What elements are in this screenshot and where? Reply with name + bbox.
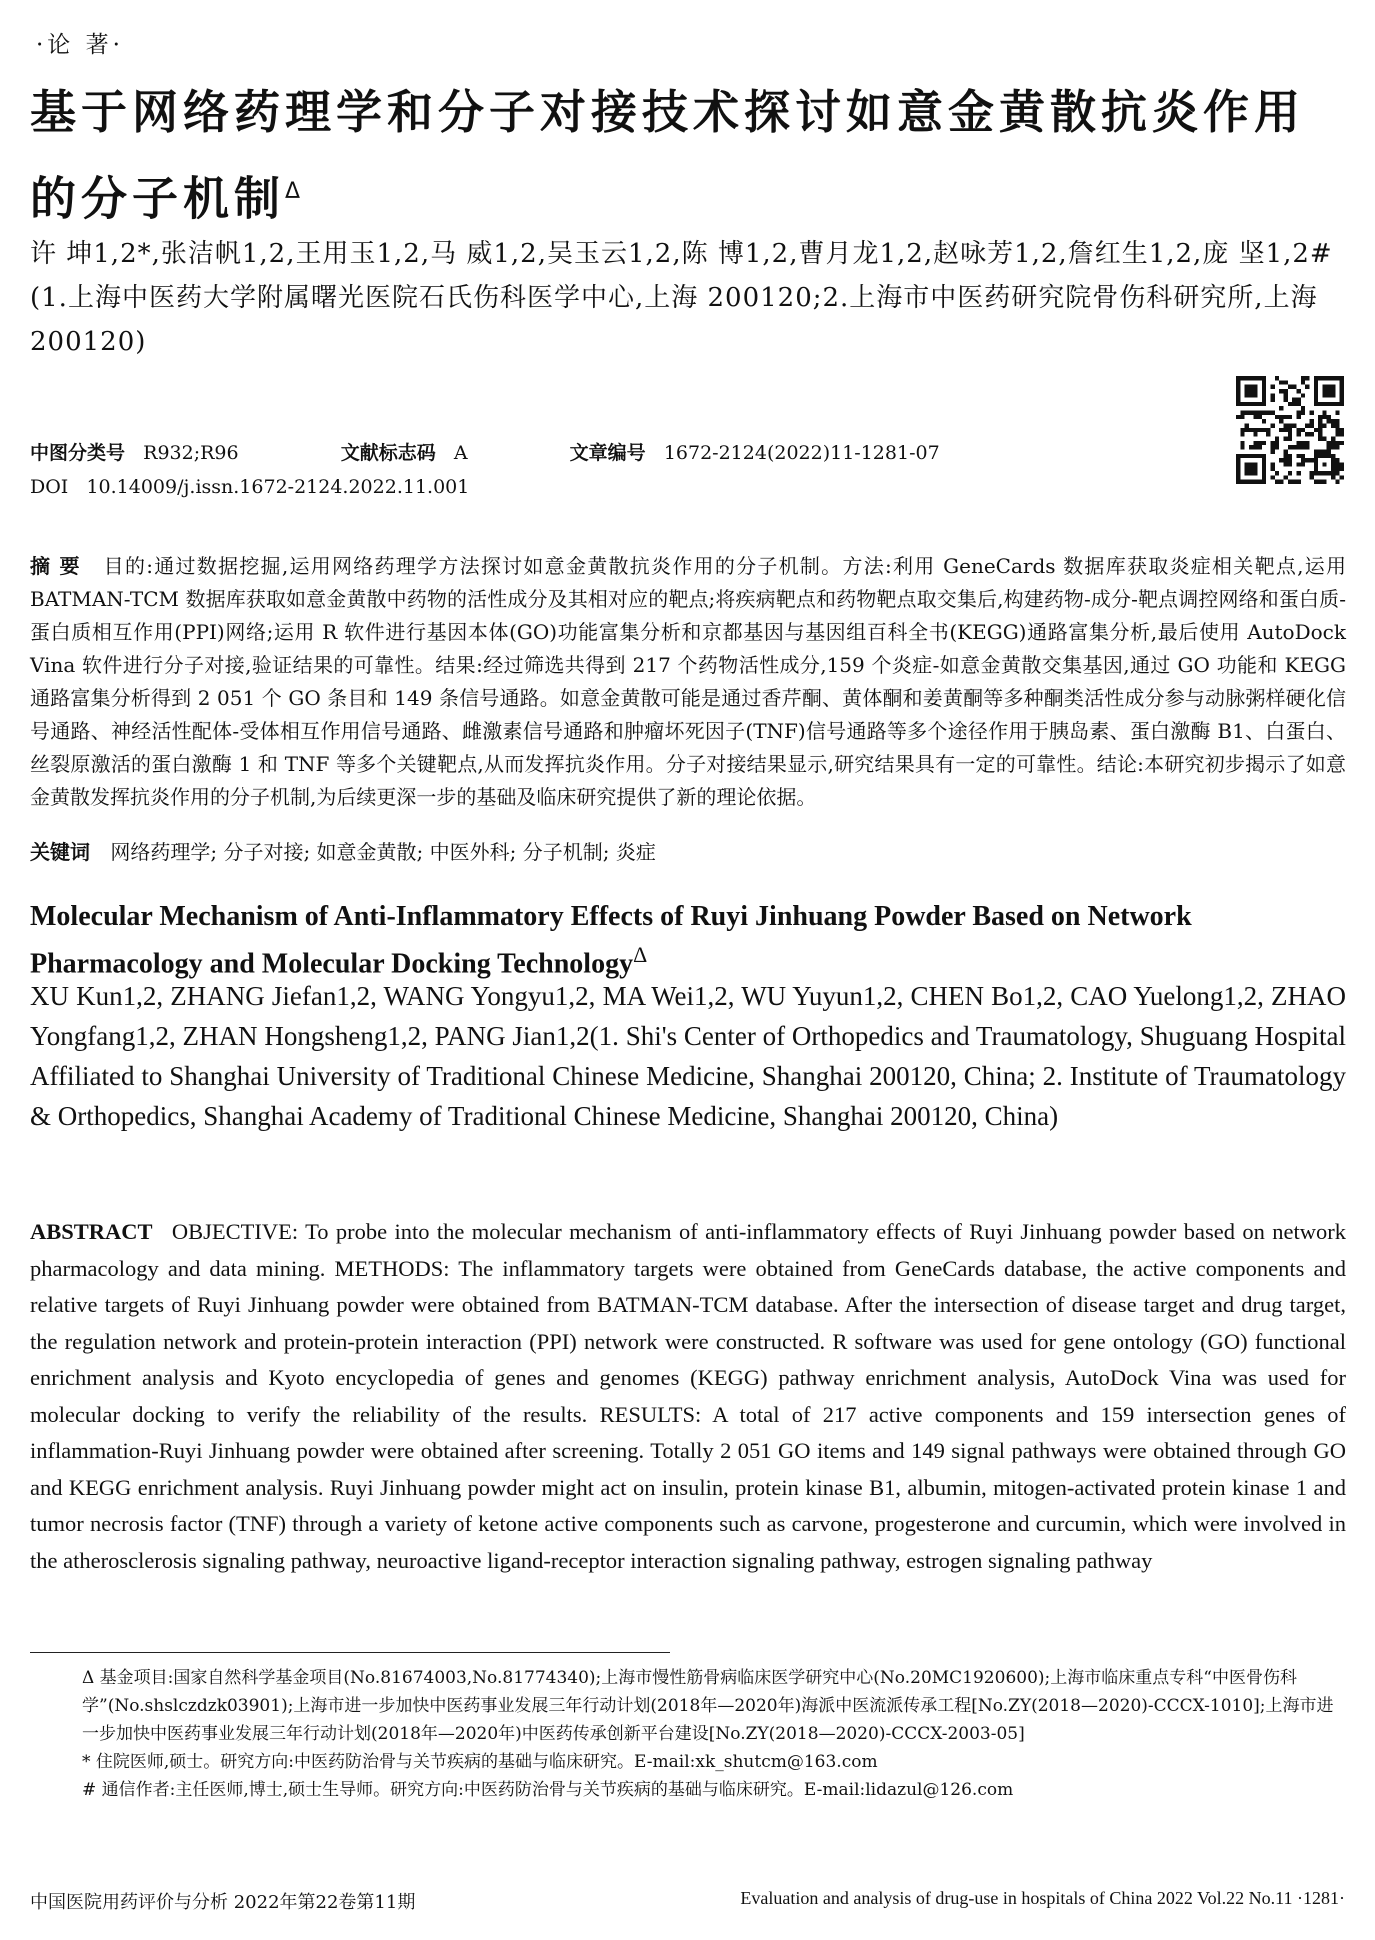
journal-footer-cn: 中国医院用药评价与分析 2022年第22卷第11期 bbox=[30, 1892, 416, 1913]
document-code-value: A bbox=[453, 442, 468, 464]
classification-line bbox=[30, 438, 940, 465]
fund-footnote: Δ 基金项目:国家自然科学基金项目(No.81674003,No.81774340);上海市慢性筋骨病临床医学研究中心(No.20MC1920600);上海市临床重点专科“中医骨伤科学”(No.shslczdzk03901);上海市进一步加快中医药事业发展三年行动计划(2018年—2020年)海派中医流派传承工程[No.ZY(2018—2020)-CCCX-1010];上海市进一步加快中医药事业发展三年行动计划(2018年—2020年)中医药传承创新平台建设[No.ZY(2018—2020)-CCCX-2003-05] bbox=[82, 1668, 1334, 1744]
english-abstract bbox=[30, 1214, 1346, 1579]
chinese-authors: 许 坤1,2*,张洁帆1,2,王用玉1,2,马 威1,2,吴玉云1,2,陈 博1,2,曹月龙1,2,赵咏芳1,2,詹红生1,2,庞 坚1,2# bbox=[30, 239, 1333, 269]
english-title-text: Molecular Mechanism of Anti-Inflammatory Effects of Ruyi Jinhuang Powder Based on Network Pharmacology and Molecular Docking Technology bbox=[30, 901, 1192, 980]
class-number-label: 中图分类号 bbox=[30, 442, 126, 464]
chinese-abstract-label: 摘 要 bbox=[30, 554, 81, 578]
chinese-keywords bbox=[30, 836, 656, 865]
first-author-footnote: * 住院医师,硕士。研究方向:中医药防治骨与关节疾病的基础与临床研究。E-mail:xk_shutcm@163.com bbox=[82, 1752, 878, 1772]
english-abstract-text: OBJECTIVE: To probe into the molecular mechanism of anti-inflammatory effects of Ruyi Jinhuang powder based on network pharmacology and data mining. METHODS: The inflammatory targets were obtained from GeneCards database, the active components and relative targets of Ruyi Jinhuang powder were obtained from BATMAN-TCM database. After the intersection of disease target and drug target, the regulation network and protein-protein interaction (PPI) network were constructed. R software was used for gene ontology (GO) functional enrichment analysis and Kyoto encyclopedia of genes and genomes (KEGG) pathway enrichment analysis, AutoDock Vina was used for molecular docking to verify the reliability of the results. RESULTS: A total of 217 active components and 159 intersection genes of inflammation-Ruyi Jinhuang powder were obtained after screening. Totally 2 051 GO items and 149 signal pathways were obtained through GO and KEGG enrichment analysis. Ruyi Jinhuang powder might act on insulin, protein kinase B1, albumin, mitogen-activated protein kinase 1 and tumor necrosis factor (TNF) through a variety of ketone active components such as carvone, progesterone and curcumin, which were involved in the atherosclerosis signaling pathway, neuroactive ligand-receptor interaction signaling pathway, estrogen signaling pathway bbox=[30, 1219, 1347, 1573]
english-title-fund-mark: Δ bbox=[633, 942, 648, 967]
document-code-label: 文献标志码 bbox=[340, 442, 436, 464]
english-authors-block bbox=[30, 976, 1346, 1136]
corresponding-author-footnote: # 通信作者:主任医师,博士,硕士生导师。研究方向:中医药防治骨与关节疾病的基础与临床研究。E-mail:lidazul@126.com bbox=[82, 1780, 1014, 1800]
english-affiliations: (1. Shi's Center of Orthopedics and Traumatology, Shuguang Hospital Affiliated to Shanghai University of Traditional Chinese Medicine, Shanghai 200120, China; 2. Institute of Traumatology & Orthopedics, Shanghai Academy of Traditional Chinese Medicine, Shanghai 200120, China) bbox=[30, 1021, 1346, 1131]
section-tag: ·论 著· bbox=[36, 32, 124, 58]
chinese-title bbox=[30, 72, 1350, 238]
article-number-label: 文章编号 bbox=[569, 442, 646, 464]
chinese-abstract-text: 目的:通过数据挖掘,运用网络药理学方法探讨如意金黄散抗炎作用的分子机制。方法:利用 GeneCards 数据库获取炎症相关靶点,运用 BATMAN-TCM 数据库获取如意金黄散中药物的活性成分及其相对应的靶点;将疾病靶点和药物靶点取交集后,构建药物-成分-靶点调控网络和蛋白质-蛋白质相互作用(PPI)网络;运用 R 软件进行基因本体(GO)功能富集分析和京都基因与基因组百科全书(KEGG)通路富集分析,最后使用 AutoDock Vina 软件进行分子对接,验证结果的可靠性。结果:经过筛选共得到 217 个药物活性成分,159 个炎症-如意金黄散交集基因,通过 GO 功能和 KEGG 通路富集分析得到 2 051 个 GO 条目和 149 条信号通路。如意金黄散可能是通过香芹酮、黄体酮和姜黄酮等多种酮类活性成分参与动脉粥样硬化信号通路、神经活性配体-受体相互作用信号通路、雌激素信号通路和肿瘤坏死因子(TNF)信号通路等多个途径作用于胰岛素、蛋白激酶 B1、白蛋白、丝裂原激活的蛋白激酶 1 和 TNF 等多个关键靶点,从而发挥抗炎作用。分子对接结果显示,研究结果具有一定的可靠性。结论:本研究初步揭示了如意金黄散发挥抗炎作用的分子机制,为后续更深一步的基础及临床研究提供了新的理论依据。 bbox=[30, 554, 1347, 809]
class-number-value: R932;R96 bbox=[143, 442, 239, 464]
qr-code-icon bbox=[1236, 376, 1344, 484]
english-abstract-label: ABSTRACT bbox=[30, 1219, 153, 1244]
footnotes bbox=[30, 1664, 1346, 1804]
footnote-divider bbox=[30, 1652, 670, 1653]
english-title bbox=[30, 898, 1346, 983]
chinese-abstract bbox=[30, 550, 1346, 814]
doi-label: DOI bbox=[30, 476, 69, 498]
chinese-authors-block bbox=[30, 232, 1350, 364]
doi-line bbox=[30, 476, 469, 498]
article-number-value: 1672-2124(2022)11-1281-07 bbox=[663, 442, 940, 464]
chinese-title-text: 基于网络药理学和分子对接技术探讨如意金黄散抗炎作用的分子机制 bbox=[30, 85, 1305, 226]
doi-value: 10.14009/j.issn.1672-2124.2022.11.001 bbox=[86, 476, 470, 498]
chinese-affiliations: (1.上海中医药大学附属曙光医院石氏伤科医学中心,上海 200120;2.上海市中医药研究院骨伤科研究所,上海 200120) bbox=[30, 283, 1318, 357]
chinese-keywords-text: 网络药理学; 分子对接; 如意金黄散; 中医外科; 分子机制; 炎症 bbox=[110, 840, 656, 864]
chinese-title-fund-mark: Δ bbox=[285, 179, 306, 204]
chinese-keywords-label: 关键词 bbox=[30, 840, 90, 864]
journal-footer-en: Evaluation and analysis of drug-use in hospitals of China 2022 Vol.22 No.11 ·1281· bbox=[740, 1888, 1345, 1908]
english-authors: XU Kun1,2, ZHANG Jiefan1,2, WANG Yongyu1,2, MA Wei1,2, WU Yuyun1,2, CHEN Bo1,2, CAO Yuelong1,2, ZHAO Yongfang1,2, ZHAN Hongsheng1,2, PANG Jian1,2 bbox=[30, 981, 1346, 1051]
